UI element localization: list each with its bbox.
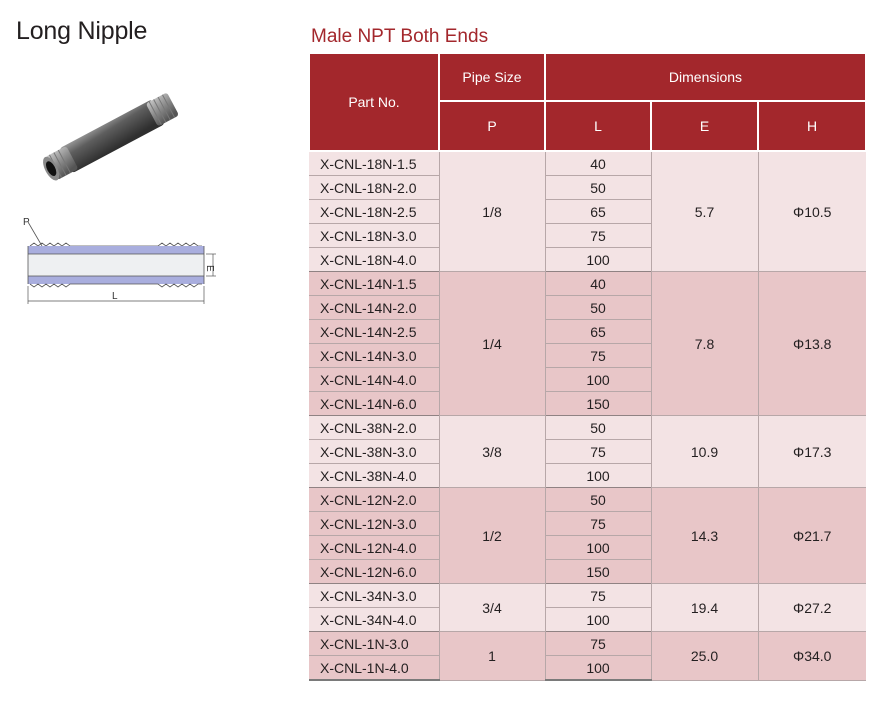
cell-e: 10.9	[651, 416, 758, 488]
cell-e: 7.8	[651, 272, 758, 416]
table-row	[309, 151, 866, 176]
spec-table	[308, 52, 867, 681]
cell-e: 14.3	[651, 488, 758, 584]
cell-length: 50	[545, 296, 651, 320]
cell-part-no: X-CNL-14N-2.0	[309, 296, 439, 320]
cell-pipe-size: 1/2	[439, 488, 545, 584]
cell-e: 25.0	[651, 632, 758, 681]
cell-h: Φ21.7	[758, 488, 866, 584]
cell-e: 5.7	[651, 151, 758, 272]
cell-e: 19.4	[651, 584, 758, 632]
cell-part-no: X-CNL-38N-4.0	[309, 464, 439, 488]
cell-part-no: X-CNL-12N-3.0	[309, 512, 439, 536]
header-h: H	[758, 101, 866, 151]
cell-length: 100	[545, 656, 651, 681]
cell-length: 75	[545, 584, 651, 608]
cell-length: 100	[545, 248, 651, 272]
cell-length: 100	[545, 536, 651, 560]
cell-part-no: X-CNL-34N-3.0	[309, 584, 439, 608]
table-row	[309, 632, 866, 656]
table-row	[309, 488, 866, 512]
cell-length: 100	[545, 464, 651, 488]
header-dimensions: Dimensions	[545, 53, 866, 101]
cell-part-no: X-CNL-14N-1.5	[309, 272, 439, 296]
header-p: P	[439, 101, 545, 151]
cell-h: Φ27.2	[758, 584, 866, 632]
table-row	[309, 272, 866, 296]
cell-part-no: X-CNL-1N-4.0	[309, 656, 439, 681]
cell-length: 40	[545, 151, 651, 176]
cell-part-no: X-CNL-14N-2.5	[309, 320, 439, 344]
cell-length: 50	[545, 488, 651, 512]
cell-part-no: X-CNL-14N-3.0	[309, 344, 439, 368]
label-e: E	[204, 265, 215, 272]
cell-h: Φ17.3	[758, 416, 866, 488]
header-e: E	[651, 101, 758, 151]
cell-length: 75	[545, 440, 651, 464]
cell-length: 150	[545, 392, 651, 416]
product-photo	[30, 88, 196, 188]
header-part-no: Part No.	[309, 53, 439, 151]
header-pipe-size: Pipe Size	[439, 53, 545, 101]
cell-part-no: X-CNL-12N-2.0	[309, 488, 439, 512]
cell-length: 75	[545, 224, 651, 248]
cell-part-no: X-CNL-34N-4.0	[309, 608, 439, 632]
table-title: Male NPT Both Ends	[311, 26, 489, 47]
table-body	[309, 151, 866, 680]
dimension-diagram	[20, 212, 230, 307]
cell-length: 65	[545, 200, 651, 224]
cell-part-no: X-CNL-38N-3.0	[309, 440, 439, 464]
cell-length: 50	[545, 176, 651, 200]
product-title: Long Nipple	[16, 17, 148, 45]
cell-length: 100	[545, 368, 651, 392]
cell-part-no: X-CNL-18N-4.0	[309, 248, 439, 272]
cell-length: 50	[545, 416, 651, 440]
cell-part-no: X-CNL-14N-6.0	[309, 392, 439, 416]
cell-part-no: X-CNL-18N-2.5	[309, 200, 439, 224]
cell-length: 75	[545, 632, 651, 656]
label-l: L	[112, 291, 118, 302]
cell-part-no: X-CNL-18N-2.0	[309, 176, 439, 200]
cell-pipe-size: 1	[439, 632, 545, 681]
cell-part-no: X-CNL-38N-2.0	[309, 416, 439, 440]
cell-length: 65	[545, 320, 651, 344]
cell-h: Φ10.5	[758, 151, 866, 272]
cell-part-no: X-CNL-18N-3.0	[309, 224, 439, 248]
table-row	[309, 584, 866, 608]
table-row	[309, 416, 866, 440]
cell-length: 100	[545, 608, 651, 632]
cell-pipe-size: 1/4	[439, 272, 545, 416]
cell-part-no: X-CNL-1N-3.0	[309, 632, 439, 656]
header-l: L	[545, 101, 651, 151]
cell-part-no: X-CNL-12N-4.0	[309, 536, 439, 560]
cell-length: 40	[545, 272, 651, 296]
cell-length: 75	[545, 344, 651, 368]
cell-pipe-size: 3/4	[439, 584, 545, 632]
cell-length: 150	[545, 560, 651, 584]
label-p: P	[23, 217, 30, 228]
cell-length: 75	[545, 512, 651, 536]
cell-h: Φ34.0	[758, 632, 866, 681]
cell-pipe-size: 3/8	[439, 416, 545, 488]
cell-h: Φ13.8	[758, 272, 866, 416]
cell-part-no: X-CNL-18N-1.5	[309, 151, 439, 176]
cell-pipe-size: 1/8	[439, 151, 545, 272]
cell-part-no: X-CNL-14N-4.0	[309, 368, 439, 392]
cell-part-no: X-CNL-12N-6.0	[309, 560, 439, 584]
